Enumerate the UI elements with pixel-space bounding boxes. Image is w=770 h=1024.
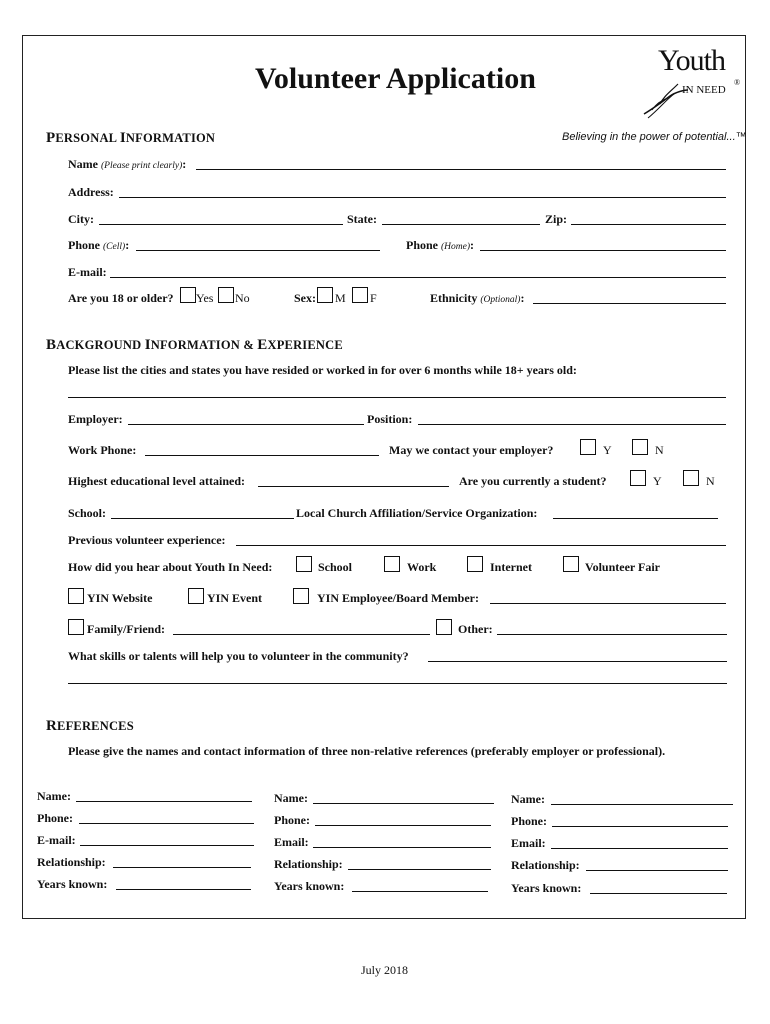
name-label: Name (Please print clearly):: [68, 157, 187, 171]
tagline: Believing in the power of potential...™: [562, 131, 747, 143]
section-heading-references: REFERENCES: [46, 718, 134, 734]
hear-school-checkbox[interactable]: [296, 556, 312, 572]
hear-family-checkbox[interactable]: [68, 619, 84, 635]
student-no-label: N: [706, 474, 715, 488]
hear-event-checkbox[interactable]: [188, 588, 204, 604]
work-phone-field[interactable]: [145, 455, 379, 456]
ref2-name-field[interactable]: [313, 803, 494, 804]
church-label: Local Church Affiliation/Service Organization:: [296, 506, 538, 520]
hear-employee-checkbox[interactable]: [293, 588, 309, 604]
hear-internet-label: Internet: [490, 560, 532, 574]
hear-website-checkbox[interactable]: [68, 588, 84, 604]
ref2-years-field[interactable]: [352, 891, 488, 892]
contact-no-checkbox[interactable]: [632, 439, 648, 455]
footer-date: July 2018: [361, 963, 409, 977]
ref1-email-label: E-mail:: [37, 833, 76, 847]
hear-event-label: YIN Event: [207, 591, 263, 605]
city-label: City:: [68, 212, 94, 226]
name-field[interactable]: [196, 169, 726, 170]
education-label: Highest educational level attained:: [68, 474, 245, 488]
previous-experience-field[interactable]: [236, 545, 726, 546]
logo: [636, 44, 746, 124]
ref1-name-label: Name:: [37, 789, 71, 803]
student-no-checkbox[interactable]: [683, 470, 699, 486]
sex-m-checkbox[interactable]: [317, 287, 333, 303]
cell-phone-label: Phone (Cell):: [68, 238, 130, 252]
cell-phone-field[interactable]: [136, 250, 380, 251]
student-yes-checkbox[interactable]: [630, 470, 646, 486]
ref2-phone-label: Phone:: [274, 813, 310, 827]
page-title: Volunteer Application: [255, 62, 536, 95]
ref2-relationship-label: Relationship:: [274, 857, 343, 871]
logo-word-youth: Youth: [658, 44, 725, 77]
skills-question: What skills or talents will help you to volunteer in the community?: [68, 649, 409, 663]
age-yes-label: Yes: [196, 291, 214, 305]
hear-work-label: Work: [407, 560, 437, 574]
contact-no-label: N: [655, 443, 664, 457]
ref2-name-label: Name:: [274, 791, 308, 805]
ref3-relationship-label: Relationship:: [511, 858, 580, 872]
hear-employee-label: YIN Employee/Board Member:: [317, 591, 479, 605]
section-heading-personal: PERSONAL INFORMATION: [46, 130, 216, 146]
ref3-phone-label: Phone:: [511, 814, 547, 828]
address-field[interactable]: [119, 197, 726, 198]
ref3-name-field[interactable]: [551, 804, 733, 805]
education-field[interactable]: [258, 486, 449, 487]
ref2-email-label: Email:: [274, 835, 309, 849]
ref3-years-label: Years known:: [511, 881, 582, 895]
ref2-phone-field[interactable]: [315, 825, 491, 826]
ref3-email-field[interactable]: [551, 848, 728, 849]
ref3-name-label: Name:: [511, 792, 545, 806]
age-yes-checkbox[interactable]: [180, 287, 196, 303]
hear-other-field[interactable]: [497, 634, 727, 635]
hear-school-label: School: [318, 560, 353, 574]
sex-f-checkbox[interactable]: [352, 287, 368, 303]
school-label: School:: [68, 506, 107, 520]
ref1-years-label: Years known:: [37, 877, 108, 891]
contact-yes-checkbox[interactable]: [580, 439, 596, 455]
email-label: E-mail:: [68, 265, 107, 279]
age-no-label: No: [235, 291, 250, 305]
ref3-phone-field[interactable]: [552, 826, 728, 827]
school-field[interactable]: [111, 518, 294, 519]
contact-employer-question: May we contact your employer?: [389, 443, 554, 457]
hear-website-label: YIN Website: [87, 591, 153, 605]
employer-label: Employer:: [68, 412, 123, 426]
ref1-email-field[interactable]: [80, 845, 254, 846]
cities-field[interactable]: [68, 397, 726, 398]
state-label: State:: [347, 212, 377, 226]
hear-other-label: Other:: [458, 622, 493, 636]
hear-other-checkbox[interactable]: [436, 619, 452, 635]
hear-internet-checkbox[interactable]: [467, 556, 483, 572]
dove-icon: [640, 74, 690, 120]
employer-field[interactable]: [128, 424, 364, 425]
cities-prompt: Please list the cities and states you have resided or worked in for over 6 months while 18+ years old:: [68, 363, 577, 377]
ref1-years-field[interactable]: [116, 889, 251, 890]
ref1-name-field[interactable]: [76, 801, 252, 802]
hear-family-label: Family/Friend:: [87, 622, 165, 636]
position-label: Position:: [367, 412, 413, 426]
ref1-phone-field[interactable]: [79, 823, 254, 824]
logo-registered-mark: ®: [734, 78, 741, 87]
hear-work-checkbox[interactable]: [384, 556, 400, 572]
ref1-relationship-field[interactable]: [113, 867, 251, 868]
age-question: Are you 18 or older?: [68, 291, 174, 305]
references-prompt: Please give the names and contact information of three non-relative references (preferably employer or professional).: [68, 744, 666, 758]
sex-m-label: M: [335, 291, 346, 305]
sex-label: Sex:: [294, 291, 316, 305]
ref2-relationship-field[interactable]: [348, 869, 491, 870]
hear-family-field[interactable]: [173, 634, 430, 635]
ref3-years-field[interactable]: [590, 893, 727, 894]
previous-experience-label: Previous volunteer experience:: [68, 533, 226, 547]
address-label: Address:: [68, 185, 114, 199]
contact-yes-label: Y: [603, 443, 612, 457]
skills-field-line-2[interactable]: [68, 683, 727, 684]
section-heading-background: BACKGROUND INFORMATION & EXPERIENCE: [46, 337, 343, 353]
ethnicity-field[interactable]: [533, 303, 726, 304]
hear-fair-label: Volunteer Fair: [585, 560, 660, 574]
ref2-years-label: Years known:: [274, 879, 345, 893]
home-phone-label: Phone (Home):: [406, 238, 475, 252]
ref1-phone-label: Phone:: [37, 811, 73, 825]
church-field[interactable]: [553, 518, 718, 519]
hear-fair-checkbox[interactable]: [563, 556, 579, 572]
city-field[interactable]: [99, 224, 343, 225]
ref3-email-label: Email:: [511, 836, 546, 850]
work-phone-label: Work Phone:: [68, 443, 137, 457]
skills-field[interactable]: [428, 661, 727, 662]
home-phone-field[interactable]: [480, 250, 726, 251]
student-yes-label: Y: [653, 474, 662, 488]
position-field[interactable]: [418, 424, 726, 425]
student-question: Are you currently a student?: [459, 474, 607, 488]
hear-about-label: How did you hear about Youth In Need:: [68, 560, 273, 574]
ref3-relationship-field[interactable]: [586, 870, 728, 871]
zip-field[interactable]: [571, 224, 726, 225]
sex-f-label: F: [370, 291, 377, 305]
age-no-checkbox[interactable]: [218, 287, 234, 303]
logo-word-in-need: IN NEED: [682, 84, 726, 96]
ref1-relationship-label: Relationship:: [37, 855, 106, 869]
hear-employee-field[interactable]: [490, 603, 726, 604]
ethnicity-label: Ethnicity (Optional):: [430, 291, 525, 305]
email-field[interactable]: [110, 277, 726, 278]
ref2-email-field[interactable]: [313, 847, 491, 848]
state-field[interactable]: [382, 224, 540, 225]
zip-label: Zip:: [545, 212, 568, 226]
